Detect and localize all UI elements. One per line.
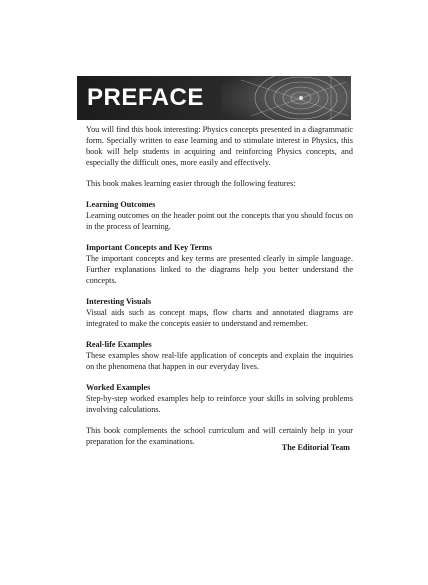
- banner-decoration-image: [221, 76, 351, 120]
- section-body: These examples show real-life application of concepts and explain the inquiries on the phenomena that happen in our everyday lives.: [86, 351, 353, 371]
- section-learning-outcomes: [86, 199, 353, 232]
- features-intro: This book makes learning easier through the following features:: [86, 179, 296, 188]
- intro-paragraph: You will find this book interesting: Physics concepts presented in a diagrammatic form. Specially written to ease learning and to stimulate interest in Physics, this book will help students in acquiring and reinforcing Physics concepts, and especially the difficult ones, more easily and effectively.: [86, 125, 353, 167]
- section-heading: Worked Examples: [86, 383, 151, 392]
- section-body: Learning outcomes on the header point out the concepts that you should focus on in the process of learning.: [86, 211, 353, 231]
- section-body: Visual aids such as concept maps, flow charts and annotated diagrams are integrated to make the concepts easier to understand and remember.: [86, 308, 353, 328]
- section-body: The important concepts and key terms are presented clearly in simple language. Further explanations linked to the diagrams help you better understand the concepts.: [86, 254, 353, 285]
- section-heading: Real-life Examples: [86, 340, 152, 349]
- section-interesting-visuals: [86, 296, 353, 329]
- section-heading: Important Concepts and Key Terms: [86, 243, 213, 252]
- section-important-concepts: [86, 242, 353, 286]
- preface-banner: [77, 76, 351, 120]
- page-title: PREFACE: [87, 84, 204, 111]
- section-worked-examples: [86, 382, 353, 415]
- section-real-life-examples: [86, 339, 353, 372]
- preface-body: [86, 124, 353, 457]
- signature: The Editorial Team: [281, 443, 350, 452]
- section-heading: Interesting Visuals: [86, 297, 152, 306]
- closing-paragraph: This book complements the school curriculum and will certainly help in your preparation for the examinations.: [86, 426, 353, 446]
- section-body: Step-by-step worked examples help to reinforce your skills in solving problems involving calculations.: [86, 394, 353, 414]
- section-heading: Learning Outcomes: [86, 200, 156, 209]
